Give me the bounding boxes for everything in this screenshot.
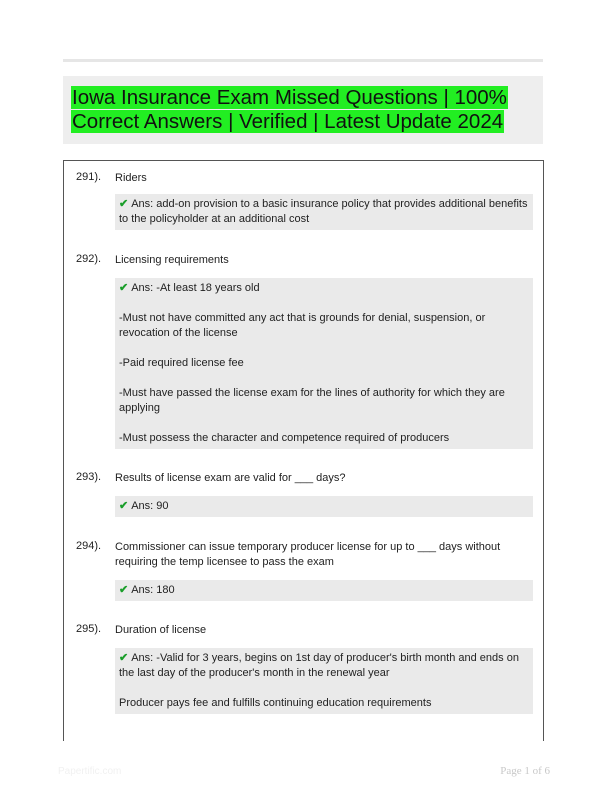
question-text: Riders (115, 172, 147, 184)
answer-text: Ans: -At least 18 years old (131, 282, 260, 294)
question-text: Licensing requirements (115, 254, 229, 266)
answer-text: -Paid required license fee (119, 357, 244, 369)
page-number: Page 1 of 6 (500, 765, 550, 777)
checkmark-icon: ✔ (119, 652, 129, 664)
document-title (71, 86, 531, 134)
footer-watermark: Papertific.com (58, 766, 122, 777)
question-number: 294). (76, 540, 102, 552)
title-banner (63, 76, 543, 144)
answer-box (115, 194, 533, 230)
question-number: 295). (76, 623, 102, 635)
answer-text: -Must not have committed any act that is grounds for denial, suspension, or revocation of the license (119, 312, 486, 339)
question-text: Duration of license (115, 624, 207, 636)
checkmark-icon: ✔ (119, 500, 129, 512)
title-line-1: Iowa Insurance Exam Missed Questions | 100% (72, 86, 507, 109)
answer-text: -Must possess the character and competence required of producers (119, 432, 450, 444)
question-text: Commissioner can issue temporary producer license for up to ___ days without requiring the temp licensee to pass the exam (115, 541, 501, 568)
answer-box (115, 278, 533, 449)
answer-box (115, 496, 533, 517)
answer-text: Ans: -Valid for 3 years, begins on 1st day of producer's birth month and ends on the last day of the producer's month in the renewal year (119, 652, 519, 679)
answer-text: Ans: 90 (131, 500, 169, 512)
answer-text: Ans: 180 (131, 584, 175, 596)
answer-text: -Must have passed the license exam for the lines of authority for which they are applying (119, 387, 505, 414)
title-line-2: Correct Answers | Verified | Latest Update 2024 (72, 110, 504, 133)
question-number: 292). (76, 253, 102, 265)
answer-box (115, 580, 533, 601)
checkmark-icon: ✔ (119, 282, 129, 294)
qa-container (63, 160, 544, 741)
checkmark-icon: ✔ (119, 584, 129, 596)
checkmark-icon: ✔ (119, 198, 129, 210)
question-number: 293). (76, 471, 102, 483)
top-divider (63, 59, 543, 62)
answer-box (115, 648, 533, 714)
question-number: 291). (76, 171, 102, 183)
answer-text: Producer pays fee and fulfills continuing education requirements (119, 697, 432, 709)
answer-text: Ans: add-on provision to a basic insurance policy that provides additional benefits to the policyholder at an additional cost (119, 198, 528, 225)
question-text: Results of license exam are valid for ___ days? (115, 472, 346, 484)
